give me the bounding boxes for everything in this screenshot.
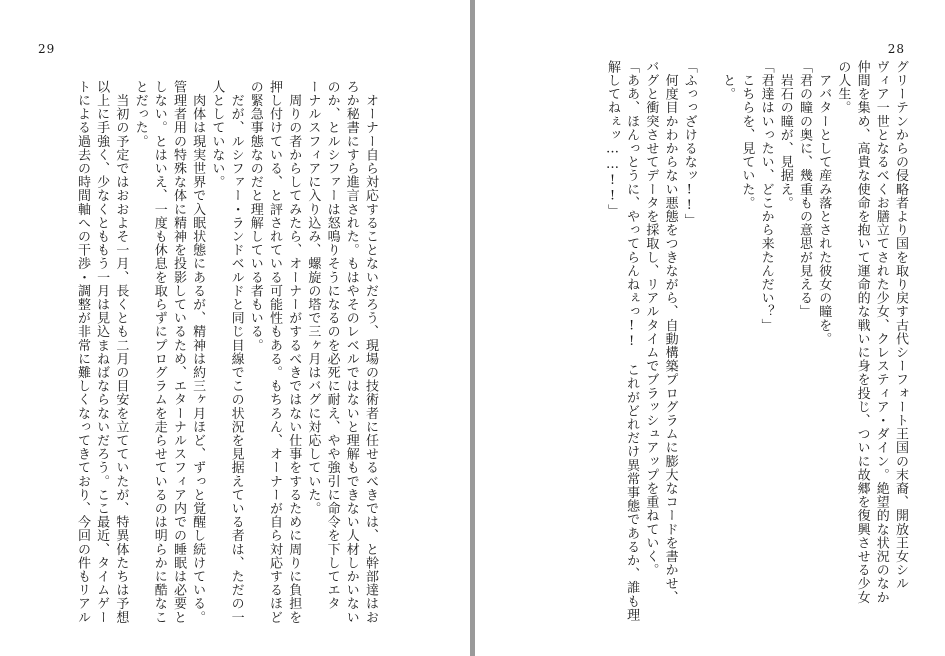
left-line: のか、とルシファーは怒鳴りそうになるのを必死に耐え、やや強引に命令を下してエタ bbox=[324, 80, 340, 611]
left-line: 肉体は現実世界で入眠状態にあるが、精神は約三ヶ月ほど、ずっと覚醒し続けている。 bbox=[190, 80, 206, 624]
left-line: オーナー自ら対応することないだろう、現場の技術者に任せるべきでは、と幹部達はお bbox=[363, 80, 378, 624]
left-line: トによる過去の時間軸への干渉・調整が非常に難しくなってきており、今回の件もリアル bbox=[74, 80, 90, 624]
right-line: こちらを、見ていた。 bbox=[739, 60, 755, 210]
left-line: 周りの者からしてみたら、オーナーがするべきではない仕事をするために周りに負担を bbox=[286, 80, 302, 624]
right-page bbox=[475, 0, 945, 656]
right-line: グリーテンからの侵略者より国を取り戻す古代シーフォート王国の末裔、開放王女シル bbox=[893, 60, 908, 591]
right-line: 「君達はいったい、どこから来たんだい？」 bbox=[758, 60, 774, 332]
right-line: 岩石の瞳が、見据え。 bbox=[777, 60, 793, 210]
left-line: 管理者用の特殊な体に精神を投影しているため、エターナルスフィア内での睡眠は必要と bbox=[170, 80, 186, 624]
left-page-text bbox=[74, 80, 380, 640]
left-line: の緊急事態なのだと理解している者もいる。 bbox=[247, 80, 263, 352]
right-page-text bbox=[555, 60, 910, 640]
right-line: バグと衝突させてデータを採取し、リアルタイムでブラッシュアップを重ねていく。 bbox=[643, 60, 659, 577]
left-line: 当初の予定ではおおよそ一月、長くとも二月の目安を立てていたが、特異体たちは予想 bbox=[113, 80, 129, 624]
left-line: だが、ルシファー・ランドベルドと同じ目線でこの状況を見据えている者は、ただの一 bbox=[228, 80, 244, 624]
left-line: ろか秘書にすら進言された。もはやそのレベルではないと理解もできない人材しかいない bbox=[343, 80, 359, 624]
left-line: しない。とはいえ、一度も休息を取らずにプログラムを走らせているのは明らかに酷なこ bbox=[151, 80, 167, 624]
right-line: 解してねぇッ……!!」 bbox=[604, 60, 620, 218]
left-line: とだった。 bbox=[132, 80, 148, 148]
right-line: 何度目かわからない悪態をつきながら、自動構築プログラムに膨大なコードを書かせ、 bbox=[662, 60, 678, 604]
right-line: と。 bbox=[720, 60, 736, 101]
right-line: の人生。 bbox=[835, 60, 851, 115]
left-line: 押し付けている、と評されている可能性もある。もちろん、オーナーが自ら対応するほど bbox=[266, 80, 282, 624]
left-line: 以上に手強く、少なくとももう一月は見込まねばならないだろう。ここ最近、タイムゲー bbox=[94, 80, 110, 624]
right-line: アバターとして産み落とされた彼女の瞳を。 bbox=[816, 60, 832, 346]
left-page bbox=[0, 0, 470, 656]
left-line: 人としていない。 bbox=[209, 80, 225, 189]
right-line: 「ああ、ほんっとうに、やってらんねぇっ!! これがどれだけ異常事態であるか、誰も理 bbox=[624, 60, 640, 622]
right-line: ヴィア一世となるべくお膳立てされた少女、クレスティア・ダイン。絶望的な状況のなか bbox=[873, 60, 889, 604]
page-number-left: 29 bbox=[38, 42, 56, 56]
left-line: ーナルスフィアに入り込み、螺旋の塔で三ヶ月はバグに対応していた。 bbox=[305, 80, 321, 516]
right-line: 「君の瞳の奥に、幾重もの意思が見える」 bbox=[796, 60, 812, 319]
right-line: 仲間を集め、高貴な使命を抱いて運命的な戦いに身を投じ、ついに故郷を復興させる少女 bbox=[854, 60, 870, 604]
page-number-right: 28 bbox=[887, 42, 905, 56]
right-line: 「ふっっざけるなッ!!」 bbox=[681, 60, 697, 228]
right-line bbox=[699, 60, 718, 640]
